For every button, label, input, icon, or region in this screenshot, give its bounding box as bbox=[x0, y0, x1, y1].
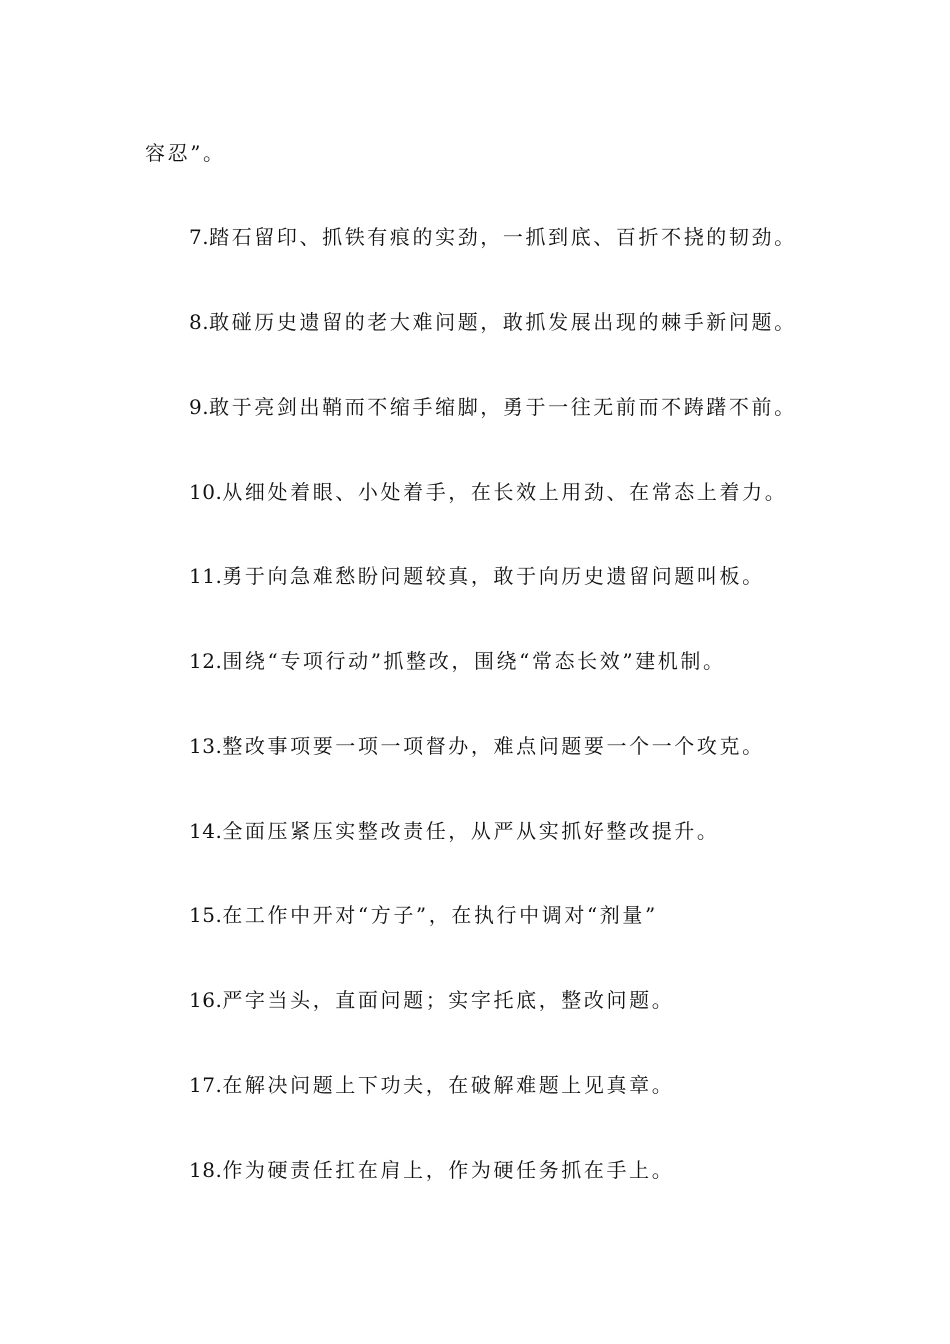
list-item-10 bbox=[189, 479, 787, 505]
item-number: 13. bbox=[189, 734, 223, 758]
item-text: 作为硬责任扛在肩上，作为硬任务抓在手上。 bbox=[222, 1158, 675, 1182]
item-number: 7. bbox=[189, 225, 210, 249]
item-number: 16. bbox=[189, 988, 223, 1012]
item-text: 敢碰历史遗留的老大难问题，敢抓发展出现的棘手新问题。 bbox=[209, 310, 797, 334]
item-number: 15. bbox=[189, 903, 223, 927]
item-number: 9. bbox=[189, 395, 210, 419]
list-item-15 bbox=[189, 902, 658, 928]
item-number: 10. bbox=[189, 480, 223, 504]
item-text: 从细处着眼、小处着手，在长效上用劲、在常态上着力。 bbox=[222, 480, 788, 504]
list-item-13 bbox=[189, 733, 765, 759]
continuation-text: 容忍”。 bbox=[145, 141, 226, 165]
item-text: 在解决问题上下功夫，在破解难题上见真章。 bbox=[222, 1073, 675, 1097]
item-number: 17. bbox=[189, 1073, 223, 1097]
item-number: 11. bbox=[189, 564, 223, 588]
item-text: 勇于向急难愁盼问题较真，敢于向历史遗留问题叫板。 bbox=[222, 564, 765, 588]
item-text: 全面压紧压实整改责任，从严从实抓好整改提升。 bbox=[222, 819, 720, 843]
item-text: 踏石留印、抓铁有痕的实劲，一抓到底、百折不挠的韧劲。 bbox=[209, 225, 797, 249]
list-item-17 bbox=[189, 1072, 674, 1098]
list-item-18 bbox=[189, 1157, 674, 1183]
list-item-14 bbox=[189, 818, 720, 844]
list-item-8 bbox=[189, 309, 797, 335]
list-item-9 bbox=[189, 394, 797, 420]
item-number: 18. bbox=[189, 1158, 223, 1182]
item-text: 围绕“专项行动”抓整改，围绕“常态长效”建机制。 bbox=[222, 649, 726, 673]
item-text: 在工作中开对“方子”，在执行中调对“剂量” bbox=[222, 903, 658, 927]
item-text: 整改事项要一项一项督办，难点问题要一个一个攻克。 bbox=[222, 734, 765, 758]
list-item-16 bbox=[189, 987, 674, 1013]
list-item-7 bbox=[189, 224, 797, 250]
item-text: 严字当头，直面问题；实字托底，整改问题。 bbox=[222, 988, 675, 1012]
item-number: 8. bbox=[189, 310, 210, 334]
item-number: 12. bbox=[189, 649, 223, 673]
item-number: 14. bbox=[189, 819, 223, 843]
list-item-11 bbox=[189, 563, 765, 589]
item-text: 敢于亮剑出鞘而不缩手缩脚，勇于一往无前而不踌躇不前。 bbox=[209, 395, 797, 419]
list-item-12 bbox=[189, 648, 726, 674]
